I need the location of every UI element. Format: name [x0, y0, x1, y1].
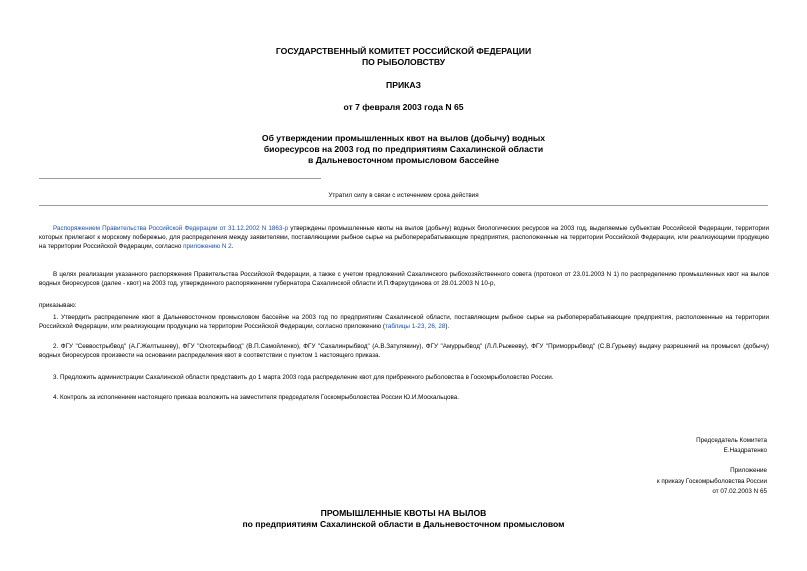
issuer-line-1: ГОСУДАРСТВЕННЫЙ КОМИТЕТ РОССИЙСКОЙ ФЕДЕРАЦИИ — [275, 46, 532, 56]
document-type: ПРИКАЗ — [386, 80, 421, 90]
title-line-2: биоресурсов на 2003 год по предприятиям Сахалинской области — [263, 144, 544, 154]
signature-name: Е.Наздратенко — [723, 447, 767, 454]
title-line-1: Об утверждении промышленных квот на вылов (добычу) водных — [261, 133, 546, 143]
divider-long — [39, 205, 768, 206]
paragraph-item-2: 2. ФГУ "Севвострыбвод" (А.Г.Желтышеву), ФГУ "Охотскрыбвод" (В.П.Самойленко), ФГУ "Сахалинрыбвод" (А.В.Затулякину), ФГУ "Амуррыбвод" (Л.Л.Рыжееву), ФГУ "Приморрыбвод" (С.В.Гурьеву) выдачу разрешений на промысел (добычу) водных биоресурсов произвести на основании распределения квот в соответствии с пунктом 1 настоящего приказа. — [39, 343, 769, 359]
order-word: приказываю: — [39, 302, 77, 309]
appendix-ref-line-1: Приложение — [730, 467, 767, 474]
document-date: от 7 февраля 2003 года N 65 — [343, 102, 464, 112]
paragraph-item-3: 3. Предложить администрации Сахалинской области представить до 1 марта 2003 года распределение квот для прибрежного рыболовства в Госкомрыболовство России. — [53, 374, 554, 381]
appendix-title-line-2: по предприятиям Сахалинской области в Дальневосточном промысловом — [242, 519, 565, 529]
divider-short — [39, 178, 321, 179]
signature-position: Председатель Комитета — [696, 437, 767, 444]
appendix-title-line-1: ПРОМЫШЛЕННЫЕ КВОТЫ НА ВЫЛОВ — [320, 508, 487, 518]
appendix-ref-line-2: к приказу Госкомрыболовства России — [656, 478, 767, 485]
government-order-link[interactable]: Распоряжением Правительства Российской Федерации от 31.12.2002 N 1863-р — [53, 225, 289, 232]
paragraph-basis: В целях реализации указанного распоряжения Правительства Российской Федерации, а также с учетом предложений Сахалинского рыбохозяйственного совета (протокол от 23.01.2003 N 1) по распределению промышленных квот на вылов водных биоресурсов (далее - квот) на 2003 год, утвержденного распоряжением губернатора Сахалинской области И.П.Фархутдинова от 28.01.2003 N 10-р, — [39, 271, 769, 287]
paragraph-preamble: Распоряжением Правительства Российской Федерации от 31.12.2002 N 1863-р утверждены промышленные квоты на вылов (добычу) водных биологических ресурсов на 2003 год, выделяемые субъектам Российской Федерации, территории которых прилегают к морскому побережью, для распределения между заявителями, поставляющими рыбное сырье на рыбоперерабатывающие предприятия, расположенные на территории Российской Федерации, или реализующими продукцию на территории Российской Федерации, согласно приложению N 2. — [39, 225, 769, 250]
issuer-line-2: ПО РЫБОЛОВСТВУ — [361, 57, 446, 67]
paragraph-item-4: 4. Контроль за исполнением настоящего приказа возложить на заместителя председателя Госкомрыболовства России Ю.И.Москальцова. — [53, 394, 460, 401]
title-line-3: в Дальневосточном промысловом бассейне — [308, 155, 499, 165]
paragraph-item-1: 1. Утвердить распределение квот в Дальневосточном промысловом бассейне на 2003 год по предприятиям Сахалинской области, поставляющим рыбное сырье на рыбоперерабатывающие предприятия, расположенные на территории Российской Федерации, или реализующим продукцию на территории Российской Федерации, согласно приложению (таблицы 1-23, 26, 28). — [39, 314, 769, 330]
status-note: Утратил силу в связи с истечением срока действия — [328, 192, 479, 199]
tables-link[interactable]: таблицы 1-23, 26, 28 — [385, 323, 446, 330]
appendix-ref-line-3: от 07.02.2003 N 65 — [712, 488, 767, 495]
appendix-2-link[interactable]: приложению N 2 — [183, 243, 232, 250]
